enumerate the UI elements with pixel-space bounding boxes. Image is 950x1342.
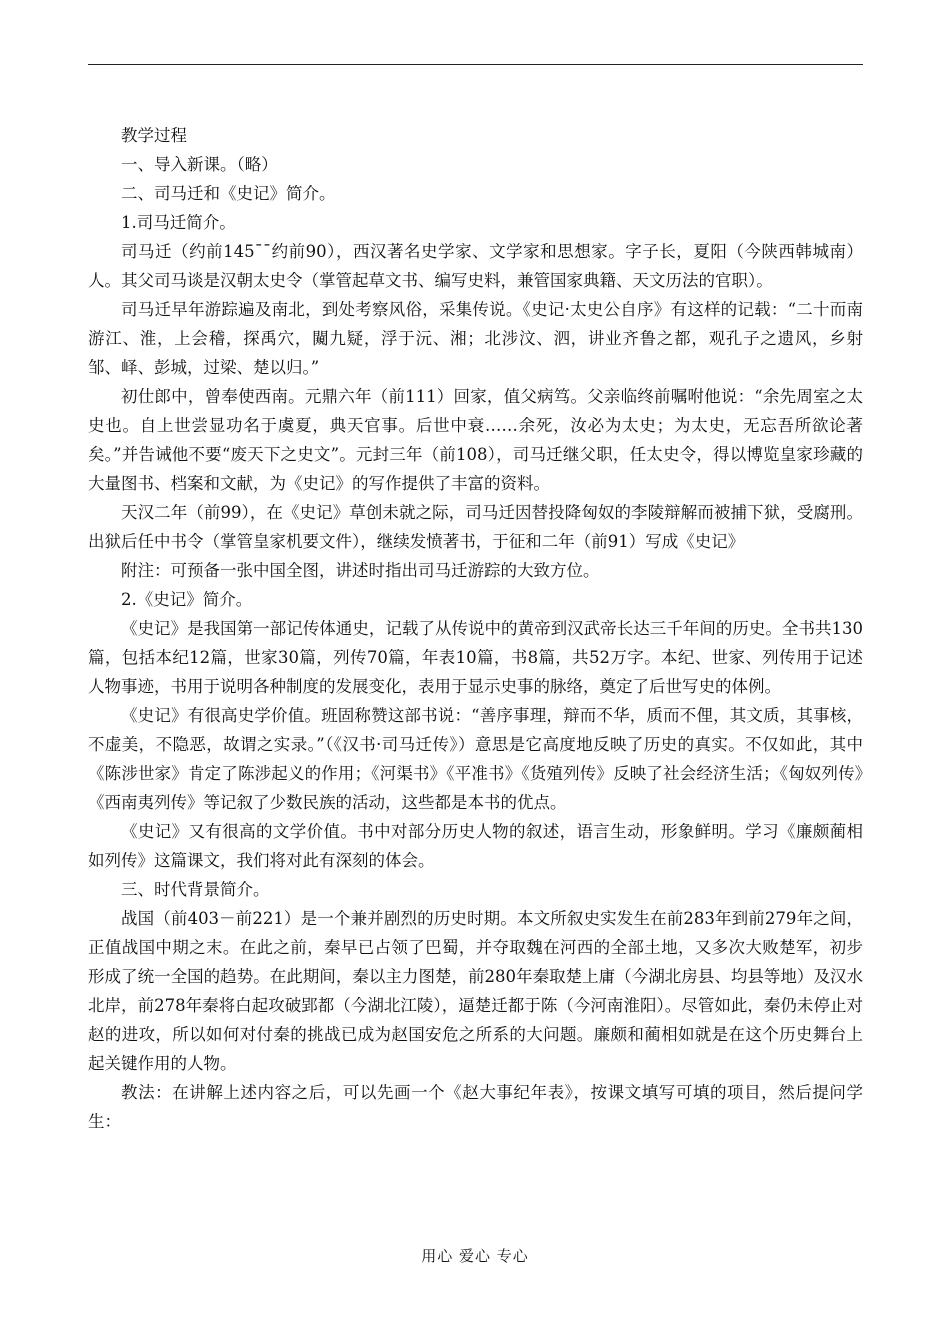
page-footer: 用心 爱心 专心 bbox=[421, 1247, 529, 1265]
header-rule bbox=[88, 64, 863, 65]
paragraph: 《史记》又有很高的文学价值。书中对部分历史人物的叙述，语言生动，形象鲜明。学习《廉颇蔺相如列传》这篇课文，我们将对此有深刻的体会。 bbox=[88, 822, 863, 870]
paragraph: 司马迁早年游踪遍及南北，到处考察风俗，采集传说。《史记·太史公自序》有这样的记载：“二十而南游江、淮，上会稽，探禹穴，闚九疑，浮于沅、湘；北涉汶、泗，讲业齐鲁之都，观孔子之遗风，乡射邹、峄、彭城，过梁、楚以归。” bbox=[88, 300, 863, 377]
paragraph: 《史记》是我国第一部记传体通史，记载了从传说中的黄帝到汉武帝长达三千年间的历史。全书共130篇，包括本纪12篇，世家30篇，列传70篇，年表10篇，书8篇，共52万字。本纪、世家、列传用于记述人物事迹，书用于说明各种制度的发展变化，表用于显示史事的脉络，奠定了后世写史的体例。 bbox=[88, 619, 863, 696]
paragraph: 战国（前403－前221）是一个兼并剧烈的历史时期。本文所叙史实发生在前283年到前279年之间，正值战国中期之末。在此之前，秦早已占领了巴蜀，并夺取魏在河西的全部土地，又多次大败楚军，初步形成了统一全国的趋势。在此期间，秦以主力图楚，前280年秦取楚上庸（今湖北房县、均县等地）及汉水北岸，前278年秦将白起攻破郢都（今湖北江陵），逼楚迁都于陈（今河南淮阳）。尽管如此，秦仍未停止对赵的进攻，所以如何对付秦的挑战已成为赵国安危之所系的大问题。廉颇和蔺相如就是在这个历史舞台上起关键作用的人物。 bbox=[88, 909, 863, 1073]
section-intro: 一、导入新课。（略） bbox=[121, 155, 278, 174]
section-simaqian-shiji: 二、司马迁和《史记》简介。 bbox=[121, 184, 336, 203]
heading-teaching-process: 教学过程 bbox=[121, 126, 187, 145]
paragraph: 司马迁（约前145¯¯约前90），西汉著名史学家、文学家和思想家。字子长，夏阳（今陕西韩城南）人。其父司马谈是汉朝太史令（掌管起草文书、编写史料，兼管国家典籍、天文历法的官职）。 bbox=[88, 242, 863, 290]
subsection-simaqian: 1.司马迁简介。 bbox=[121, 213, 236, 232]
subsection-shiji: 2.《史记》简介。 bbox=[121, 590, 253, 609]
paragraph: 天汉二年（前99），在《史记》草创未就之际，司马迁因替投降匈奴的李陵辩解而被捕下狱，受腐刑。出狱后任中书令（掌管皇家机要文件），继续发愤著书，于征和二年（前91）写成《史记》 bbox=[88, 503, 863, 551]
section-background: 三、时代背景简介。 bbox=[121, 880, 270, 899]
paragraph: 《史记》有很高史学价值。班固称赞这部书说：“善序事理，辩而不华，质而不俚，其文质，其事核，不虚美，不隐恶，故谓之实录。”（《汉书·司马迁传》）意思是它高度地反映了历史的真实。不仅如此，其中《陈涉世家》肯定了陈涉起义的作用；《河渠书》《平准书》《货殖列传》反映了社会经济生活；《匈奴列传》《西南夷列传》等记叙了少数民族的活动，这些都是本书的优点。 bbox=[88, 706, 863, 812]
note-paragraph: 附注：可预备一张中国全图，讲述时指出司马迁游踪的大致方位。 bbox=[121, 561, 600, 580]
document-body bbox=[88, 121, 863, 1136]
paragraph: 教法：在讲解上述内容之后，可以先画一个《赵大事纪年表》，按课文填写可填的项目，然后提问学生： bbox=[88, 1083, 863, 1131]
paragraph: 初仕郎中，曾奉使西南。元鼎六年（前111）回家，值父病笃。父亲临终前嘱咐他说：“余先周室之太史也。自上世尝显功名于虞夏，典天官事。后世中衰……余死，汝必为太史；为太史，无忘吾所欲论著矣。”并告诫他不要“废天下之史文”。元封三年（前108），司马迁继父职，任太史令，得以博览皇家珍藏的大量图书、档案和文献，为《史记》的写作提供了丰富的资料。 bbox=[88, 387, 863, 493]
